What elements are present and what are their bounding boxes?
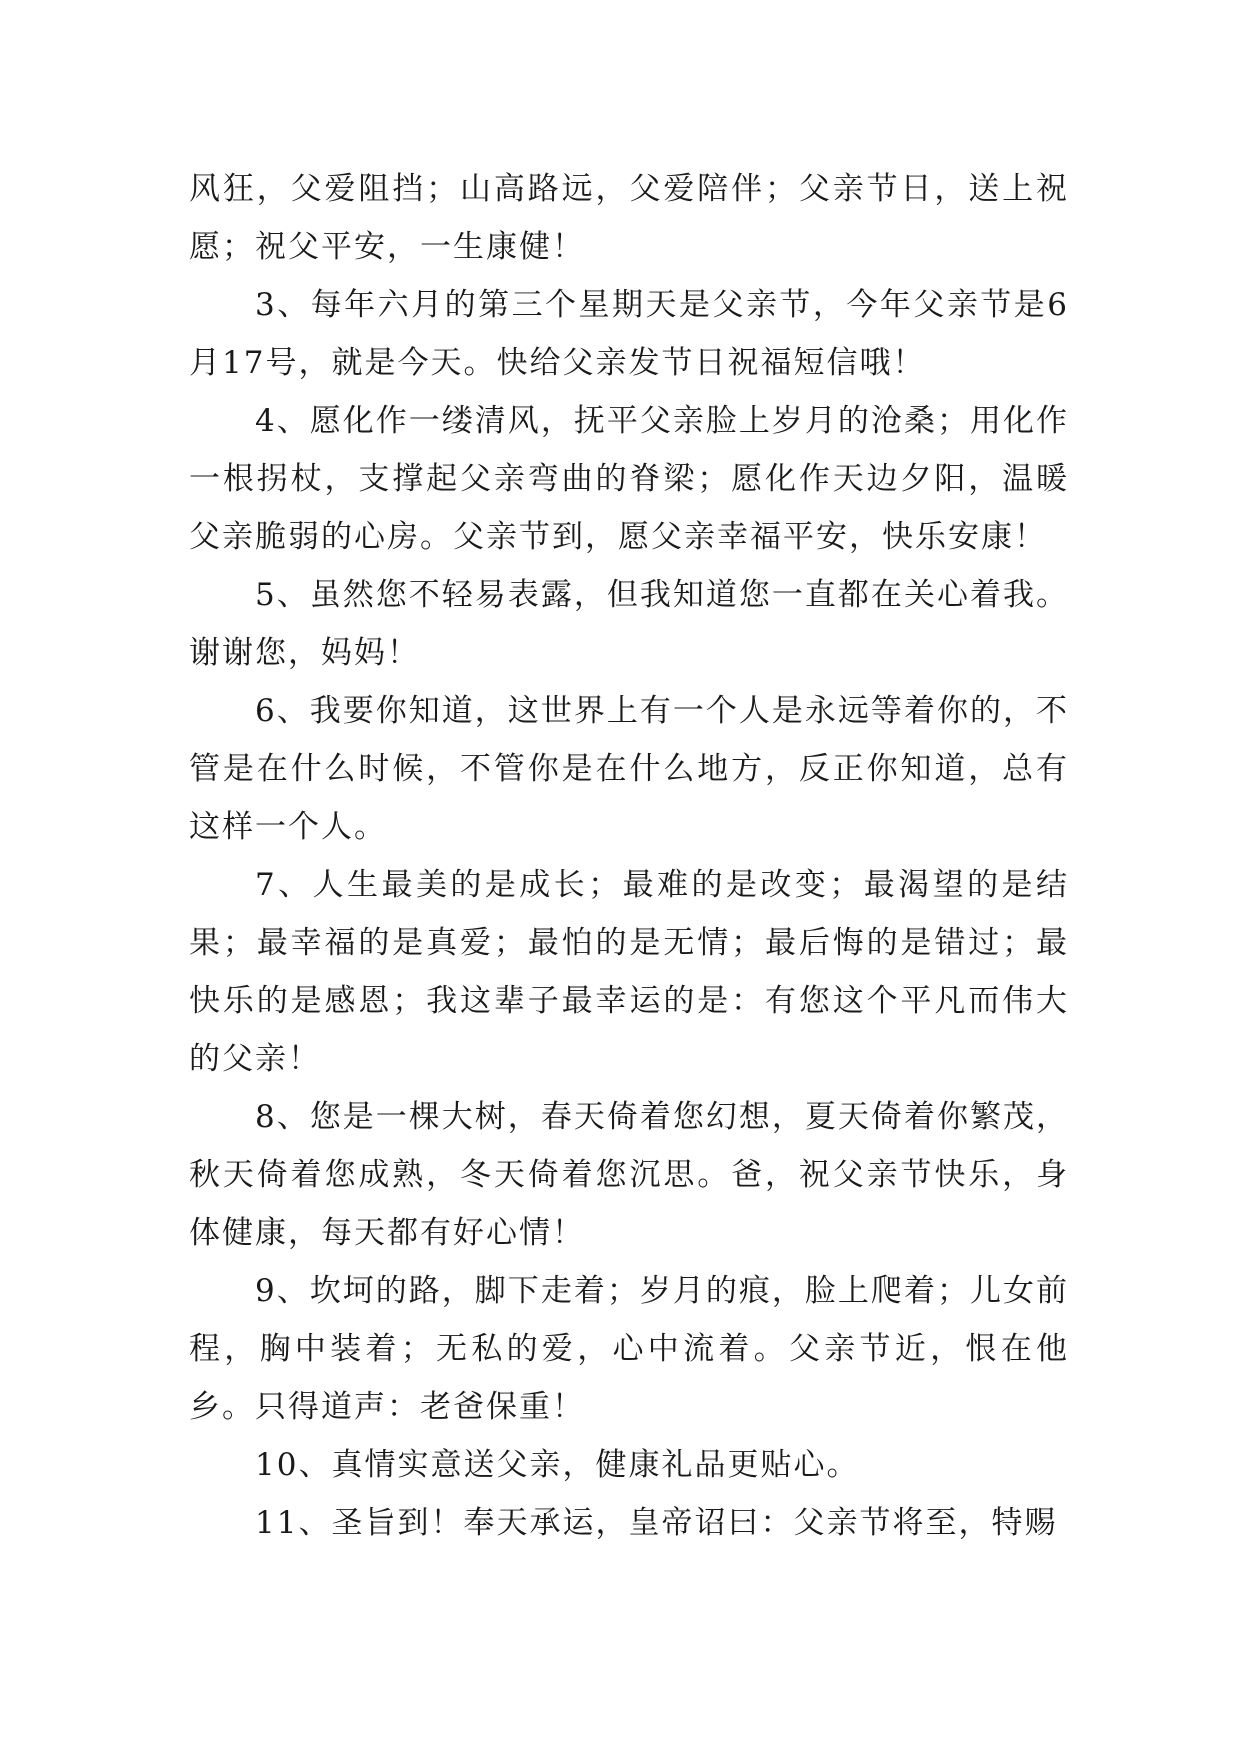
paragraph-item-5: 5、虽然您不轻易表露，但我知道您一直都在关心着我。谢谢您，妈妈！ — [189, 577, 1069, 671]
paragraph-item-10: 10、真情实意送父亲，健康礼品更贴心。 — [255, 1447, 860, 1483]
paragraph-item-3: 3、每年六月的第三个星期天是父亲节，今年父亲节是6月17号，就是今天。快给父亲发节日祝福短信哦！ — [189, 287, 1069, 381]
paragraph-item-7: 7、人生最美的是成长；最难的是改变；最渴望的是结果；最幸福的是真爱；最怕的是无情；最后悔的是错过；最快乐的是感恩；我这辈子最幸运的是：有您这个平凡而伟大的父亲！ — [189, 867, 1069, 1077]
paragraph-item-4: 4、愿化作一缕清风，抚平父亲脸上岁月的沧桑；用化作一根拐杖，支撑起父亲弯曲的脊梁；愿化作天边夕阳，温暖父亲脆弱的心房。父亲节到，愿父亲幸福平安，快乐安康！ — [189, 403, 1069, 555]
paragraph-item-9: 9、坎坷的路，脚下走着；岁月的痕，脸上爬着；儿女前程，胸中装着；无私的爱，心中流着。父亲节近，恨在他乡。只得道声：老爸保重！ — [189, 1273, 1069, 1425]
paragraph-item-8: 8、您是一棵大树，春天倚着您幻想，夏天倚着你繁茂，秋天倚着您成熟，冬天倚着您沉思。爸，祝父亲节快乐，身体健康，每天都有好心情！ — [189, 1099, 1069, 1251]
paragraph-item-11: 11、圣旨到！奉天承运，皇帝诏曰：父亲节将至，特赐 — [255, 1505, 1058, 1541]
paragraph-continuation: 风狂，父爱阻挡；山高路远，父爱陪伴；父亲节日，送上祝愿；祝父平安，一生康健！ — [189, 171, 1069, 265]
document-body — [189, 160, 1069, 1552]
paragraph-item-6: 6、我要你知道，这世界上有一个人是永远等着你的，不管是在什么时候，不管你是在什么地方，反正你知道，总有这样一个人。 — [189, 693, 1069, 845]
